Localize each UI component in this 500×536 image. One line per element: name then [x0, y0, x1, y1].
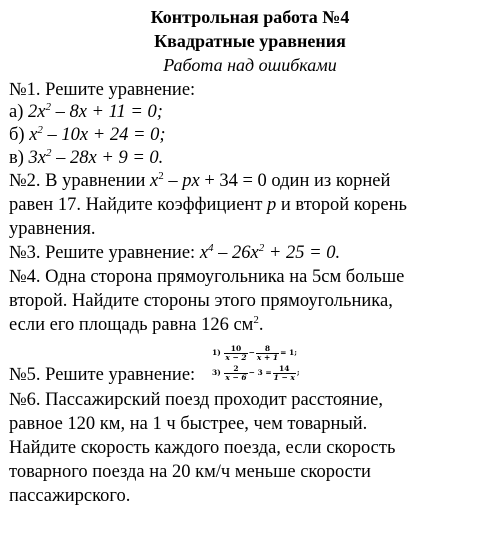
task3-equation: $x^4 - 26x^2 + 25 = 0$. — [199, 242, 341, 263]
worksheet-note: Работа над ошибками — [163, 55, 337, 75]
task3-line: №3. Решите уравнение: $x^4 - 26x^2 + 25 = 0$. — [9, 242, 341, 263]
task6-line5: пассажирского. — [9, 486, 131, 506]
task6-line4: товарного поезда на 20 км/ч меньше скорости — [9, 462, 371, 482]
task1-b-equation: $x^2 - 10x + 24 = 0$; — [29, 124, 166, 145]
task1-prompt: №1. Решите уравнение: — [9, 80, 196, 100]
task4-line1: №4. Одна сторона прямоугольника на 5см больше — [9, 267, 405, 287]
task1-c-label: в) — [9, 148, 29, 168]
task6-line1: №6. Пассажирский поезд проходит расстояние, — [9, 390, 383, 410]
task5-equations-image — [212, 343, 342, 383]
task6-line2: равное 120 км, на 1 ч быстрее, чем товарный. — [9, 414, 368, 434]
task5-equation-3: 3) $\frac{2}{x - 6}$ − 3 = $\frac{14}{1 - x}$ ; — [212, 363, 300, 382]
task2-line1: №2. В уравнении $x^2$ – px + 34 = 0 один из корней — [9, 170, 391, 191]
task1-a-equation: $2x^2 - 8x + 11 = 0$; — [28, 101, 163, 122]
task4-line2: второй. Найдите стороны этого прямоугольника, — [9, 291, 393, 311]
worksheet-title: Контрольная работа №4 — [150, 7, 350, 27]
task1-b — [9, 124, 166, 146]
task6-line3: Найдите скорость каждого поезда, если скорость — [9, 438, 396, 458]
task1-a — [9, 101, 163, 123]
task1-c-equation: $3x^2 - 28x + 9 = 0$. — [28, 147, 164, 168]
worksheet-subtitle: Квадратные уравнения — [154, 31, 346, 51]
task1-b-label: б) — [9, 125, 30, 145]
task4-line3: если его площадь равна 126 $см^2$. — [9, 314, 264, 335]
task5-equation-1: 1) $\frac{10}{x - 2}$ − $\frac{8}{x + 1}$ = 1; — [212, 343, 297, 362]
task1-a-label: а) — [9, 102, 28, 122]
task5-prompt: №5. Решите уравнение: — [9, 365, 196, 385]
task1-c — [9, 147, 163, 169]
task2-line3: уравнения. — [9, 219, 96, 239]
task2-line2: равен 17. Найдите коэффициент p и второй корень — [9, 195, 407, 215]
